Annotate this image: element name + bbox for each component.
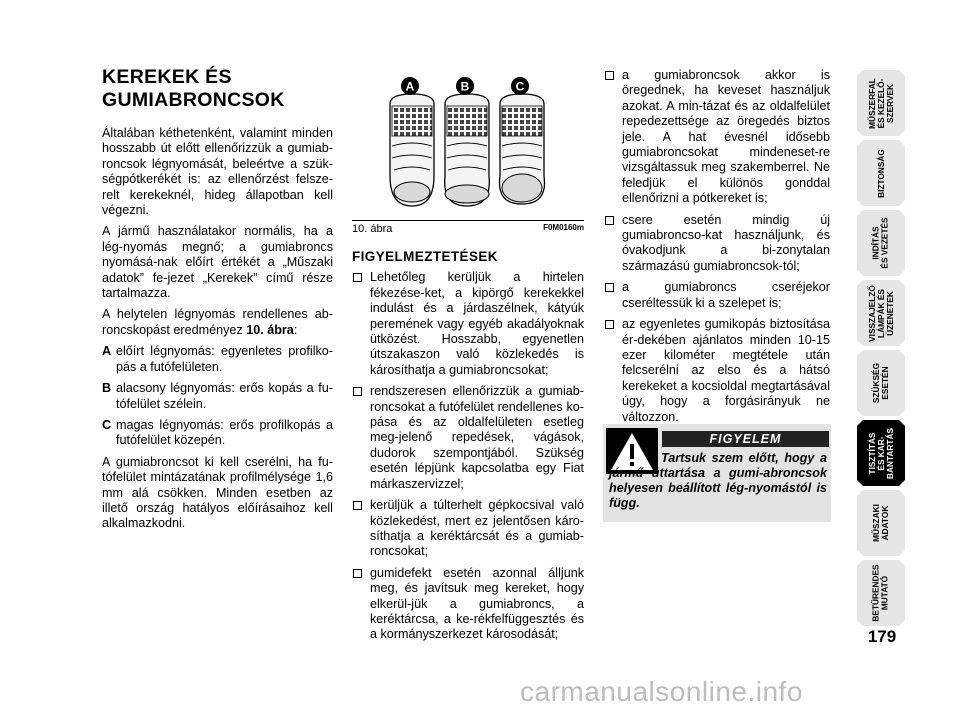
tire-c <box>499 94 544 204</box>
chapter-tab-label: TISZTÍTÁS ÉS KAR- BANTARTÁS <box>866 427 895 479</box>
figure-caption: 10. ábra F0M0160m <box>352 220 584 235</box>
chapter-tab[interactable] <box>857 350 905 416</box>
checkbox-bullet-icon <box>353 387 362 396</box>
list-item: Lehetőleg kerüljük a hirtelen fékezése-ket, a kipörgő kerekekkel indulást és a járdaszélnek, kátyúk peremének vagy egyéb akadályoknak ütközést. Hosszabb, egyenetlen útszakaszon való közlekedés is károsíthatja a gumiabroncsokat; <box>352 270 584 378</box>
svg-text:A: A <box>405 79 415 94</box>
chapter-tab[interactable] <box>857 140 905 206</box>
checkbox-bullet-icon <box>605 283 614 292</box>
column-3 <box>604 68 830 431</box>
chapter-tab[interactable] <box>857 490 905 556</box>
checkbox-bullet-icon <box>353 501 362 510</box>
page-title: KEREKEK ÉS GUMIABRONCSOK <box>102 66 285 111</box>
warning-text: Tartsuk szem előtt, hogy a jármű úttartása a gumi-abroncsok helyesen beállított lég-nyomástól is függ. <box>609 451 827 510</box>
svg-text:C: C <box>515 79 525 94</box>
checkbox-bullet-icon <box>353 569 362 578</box>
tire-illustration <box>352 66 584 212</box>
paragraph: A helytelen légnyomás rendellenes ab-roncskopást eredményez 10. ábra: <box>102 307 333 337</box>
list-item: kerüljük a túlterhelt gépkocsival való közlekedést, mert ez jelentősen káro-síthatja a keréktárcsát és a gumiab-roncsokat; <box>352 498 584 560</box>
tire-a <box>390 94 434 206</box>
column-1 <box>102 66 333 538</box>
marker-a <box>401 77 419 95</box>
chapter-tab-label: BETŰRENDES MUTATÓ <box>871 564 891 622</box>
list-item: csere esetén mindig új gumiabroncso-kat használjunk, és óvakodjunk a bi-zonytalan származású gumiabroncsok-tól; <box>604 213 830 275</box>
paragraph: A jármű használatakor normális, ha a lég-nyomás megnő; a gumiabroncs nyomásá-nak előírt értékét a „Műszaki adatok” fe-jezet „Kerekek” című része tartalmazza. <box>102 224 333 301</box>
chapter-tab-label: BIZTONSÁG <box>875 148 886 198</box>
figure-code: F0M0160m <box>543 223 584 232</box>
list-item: gumidefekt esetén azonnal álljunk meg, és javítsuk meg kereket, hogy elkerül-jük a gumiabroncs, a keréktárcsa, a ke-rékfelfüggesztés és a kormányszerkezet károsodását; <box>352 566 584 643</box>
section-heading: FIGYELMEZTETÉSEK <box>352 249 498 264</box>
list-item: C magas légnyomás: erős profilkopás a futófelület közepén. <box>102 417 333 448</box>
warning-header: FIGYELEM <box>662 431 829 447</box>
chapter-tab-label: INDÍTÁS ÉS VEZETÉS <box>871 217 890 269</box>
list-item: a gumiabroncs cseréjekor cseréltessük ki a szelepet is; <box>604 280 830 311</box>
tire-figure <box>352 66 584 212</box>
chapter-tab-label: MŰSZAKI ADATOK <box>871 504 890 542</box>
chapter-tab[interactable] <box>857 70 905 136</box>
page-number: 179 <box>867 627 897 646</box>
paragraph: A gumiabroncsot ki kell cserélni, ha fu-tófelület mintázatának profilmélysége 1,6 mm alá csökken. Minden esetben az illető ország hatályos előírásaihoz kell alkalmazkodni. <box>102 454 333 531</box>
checkbox-bullet-icon <box>605 216 614 225</box>
checkbox-bullet-icon <box>605 71 614 80</box>
chapter-tab[interactable] <box>857 210 905 276</box>
list-item: B alacsony légnyomás: erős kopás a fu-tófelület szélein. <box>102 381 333 411</box>
chapter-tab[interactable] <box>857 280 905 346</box>
paragraph: Általában kéthetenként, valamint minden hosszabb út előtt ellenőrizzük a gumiab-roncsok légnyomását, beleértve a szük-ségpótkerékét is: az ellenőrzést felsze-relt kerekeknél, hideg állapotban kell végezni. <box>102 126 333 218</box>
list-item: a gumiabroncsok akkor is öregednek, ha keveset használjuk azokat. A min-tázat és az oldalfelület repedezettsége az öregedés biztos jele. A hat évesnél idősebb gumiabroncsokat mindeneset-re vizsgáltassuk meg szakemberrel. Ne feledjük el különös gonddal ellenőrizni a pótkereket is; <box>604 68 830 207</box>
checkbox-bullet-icon <box>605 320 614 329</box>
svg-text:B: B <box>460 79 470 94</box>
list-item: A előírt légnyomás: egyenletes profilko-pás a futófelületen. <box>102 344 333 374</box>
column-2 <box>352 249 584 649</box>
watermark: carmanualsonline.info <box>520 676 803 707</box>
figure-ref: 10. ábra <box>246 322 294 337</box>
tire-b <box>445 94 490 206</box>
marker-c <box>511 77 529 95</box>
chapter-tab[interactable] <box>857 420 905 486</box>
chapter-tab-label: MŰSZERFAL ÉS KEZELŐ- SZERVEK <box>866 77 895 129</box>
chapter-tab-label: SZÜKSÉG ESETÉN <box>871 362 890 404</box>
chapter-tab[interactable] <box>857 560 905 626</box>
list-item: rendszeresen ellenőrizzük a gumiab-roncsokat a futófelület rendellenes ko-pása és az oldalfelületen esetleg meg-jelenő repedések, vágások, dudorok szempontjából. Szükség esetén lépjünk kapcsolatba egy Fiat márkaszervizzel; <box>352 384 584 492</box>
list-item: az egyenletes gumikopás biztosítása ér-dekében ajánlatos minden 10-15 ezer kilométer megtétele után felcserélni az elso és a hátsó kerekeket a kocsioldal megtartásával úgy, hogy a forgásirányuk ne változzon. <box>604 317 830 425</box>
marker-b <box>456 77 474 95</box>
chapter-tab-label: VISSZAJELZŐ LÁMPÁK ÉS ÜZENETEK <box>866 284 895 342</box>
checkbox-bullet-icon <box>353 273 362 282</box>
